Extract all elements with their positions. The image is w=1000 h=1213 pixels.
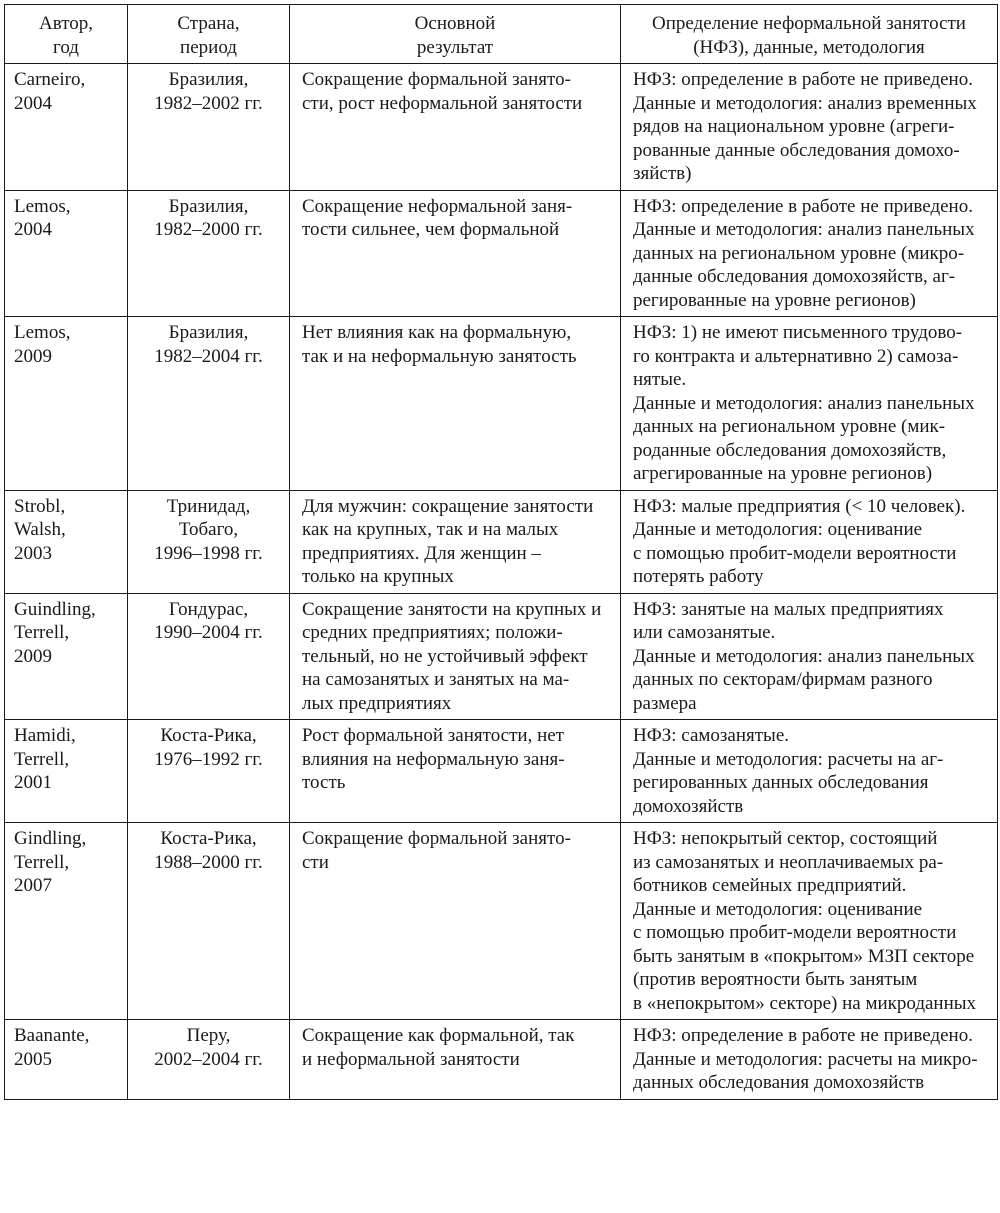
- cell-country: [128, 317, 290, 491]
- text-line: лых предприятиях: [302, 692, 452, 714]
- cell-author: [5, 64, 128, 191]
- text-line: Сокращение формальной занято-: [302, 828, 571, 849]
- text-line: Коста-Рика,: [160, 828, 257, 849]
- text-line: Baanante,: [14, 1025, 90, 1046]
- text-line: 1988–2000 гг.: [154, 851, 263, 873]
- cell-result: [290, 1020, 621, 1100]
- text-line: 2002–2004 гг.: [154, 1048, 263, 1070]
- text-line: Данные и методология: анализ панельных: [633, 645, 975, 667]
- text-line: Strobl,: [14, 495, 66, 517]
- cell-country: [128, 720, 290, 823]
- text-line: Данные и методология: анализ временных: [633, 92, 977, 114]
- cell-result: [290, 190, 621, 317]
- header-definition: Определение неформальной занятости (НФЗ), данные, методология: [621, 5, 998, 64]
- text-line: (против вероятности быть занятым: [633, 969, 918, 990]
- text-line: потерять работу: [633, 566, 764, 587]
- text-line: НФЗ: малые предприятия (< 10 человек).: [633, 495, 966, 517]
- text-line: Гондурас,: [168, 598, 249, 620]
- text-line: домохозяйств: [633, 795, 744, 817]
- text-line: Lemos,: [14, 195, 71, 217]
- text-line: данные обследования домохозяйств, аг-: [633, 266, 956, 287]
- cell-author: [5, 190, 128, 317]
- text-line: 2009: [14, 345, 52, 367]
- text-line: Рост формальной занятости, нет: [302, 725, 564, 746]
- text-line: Carneiro,: [14, 69, 86, 90]
- text-line: 1990–2004 гг.: [154, 622, 263, 643]
- text-line: Сокращение занятости на крупных и: [302, 598, 602, 620]
- cell-author: [5, 720, 128, 823]
- text-line: данных на региональном уровне (микро-: [633, 242, 965, 264]
- text-line: Данные и методология: оценивание: [633, 898, 923, 920]
- text-line: НФЗ: занятые на малых предприятиях: [633, 598, 944, 620]
- header-row: [5, 5, 998, 64]
- text-line: НФЗ: определение в работе не приведено.: [633, 1025, 973, 1046]
- text-line: регированных данных обследования: [633, 772, 929, 793]
- text-line: ботников семейных предприятий.: [633, 875, 907, 896]
- header-country: Страна, период: [128, 5, 290, 64]
- text-line: 2007: [14, 875, 52, 896]
- cell-author: [5, 593, 128, 720]
- text-line: 2004: [14, 92, 52, 114]
- cell-definition: [621, 190, 998, 317]
- text-line: с помощью пробит-модели вероятности: [633, 922, 957, 943]
- table-row: [5, 190, 998, 317]
- text-line: зяйств): [633, 163, 692, 184]
- text-line: 1982–2002 гг.: [154, 92, 263, 114]
- text-line: Terrell,: [14, 851, 70, 873]
- text-line: НФЗ: 1) не имеют письменного трудово-: [633, 322, 963, 343]
- text-line: на самозанятых и занятых на ма-: [302, 669, 570, 690]
- text-line: НФЗ: определение в работе не приведено.: [633, 69, 973, 90]
- text-line: Terrell,: [14, 748, 70, 770]
- text-line: Для мужчин: сокращение занятости: [302, 495, 594, 517]
- text-line: Сокращение как формальной, так: [302, 1025, 575, 1046]
- text-line: предприятиях. Для женщин –: [302, 542, 541, 564]
- cell-result: [290, 317, 621, 491]
- text-line: только на крупных: [302, 566, 454, 587]
- table-row: [5, 1020, 998, 1100]
- text-line: 2005: [14, 1048, 52, 1070]
- cell-author: [5, 1020, 128, 1100]
- text-line: Данные и методология: анализ панельных: [633, 219, 975, 240]
- text-line: Бразилия,: [168, 69, 249, 90]
- text-line: из самозанятых и неоплачиваемых ра-: [633, 851, 944, 873]
- text-line: или самозанятые.: [633, 622, 776, 643]
- text-line: го контракта и альтернативно 2) самоза-: [633, 345, 959, 367]
- text-line: Walsh,: [14, 519, 66, 540]
- text-line: Бразилия,: [168, 322, 249, 343]
- text-line: 2001: [14, 772, 52, 793]
- text-line: 2009: [14, 645, 52, 667]
- table-row: [5, 720, 998, 823]
- cell-country: [128, 823, 290, 1020]
- text-line: Guindling,: [14, 598, 96, 620]
- text-line: Данные и методология: оценивание: [633, 519, 923, 540]
- text-line: 2004: [14, 219, 52, 240]
- cell-country: [128, 64, 290, 191]
- text-line: с помощью пробит-модели вероятности: [633, 542, 957, 564]
- text-line: тость: [302, 772, 346, 793]
- cell-definition: [621, 823, 998, 1020]
- text-line: роданные обследования домохозяйств,: [633, 439, 947, 461]
- text-line: тости сильнее, чем формальной: [302, 219, 560, 240]
- cell-author: [5, 823, 128, 1020]
- text-line: 1982–2000 гг.: [154, 219, 263, 240]
- text-line: Бразилия,: [168, 195, 249, 217]
- text-line: Перу,: [186, 1025, 231, 1046]
- cell-author: [5, 317, 128, 491]
- cell-definition: [621, 1020, 998, 1100]
- cell-country: [128, 1020, 290, 1100]
- text-line: Данные и методология: расчеты на микро-: [633, 1048, 978, 1070]
- text-line: рованные данные обследования домохо-: [633, 139, 960, 161]
- text-line: Данные и методология: анализ панельных: [633, 392, 975, 414]
- text-line: сти, рост неформальной занятости: [302, 92, 583, 114]
- cell-author: [5, 490, 128, 593]
- cell-result: [290, 64, 621, 191]
- table-row: [5, 64, 998, 191]
- text-line: средних предприятиях; положи-: [302, 622, 563, 643]
- cell-result: [290, 490, 621, 593]
- cell-result: [290, 823, 621, 1020]
- text-line: быть занятым в «покрытом» МЗП секторе: [633, 945, 975, 967]
- text-line: Сокращение неформальной заня-: [302, 195, 573, 217]
- text-line: Terrell,: [14, 622, 70, 643]
- text-line: влияния на неформальную заня-: [302, 748, 565, 770]
- text-line: Нет влияния как на формальную,: [302, 322, 572, 343]
- text-line: данных по секторам/фирмам разного: [633, 669, 933, 690]
- text-line: так и на неформальную занятость: [302, 345, 577, 367]
- cell-definition: [621, 64, 998, 191]
- text-line: Тобаго,: [178, 519, 239, 540]
- text-line: сти: [302, 851, 329, 873]
- header-author: Автор, год: [5, 5, 128, 64]
- text-line: данных на региональном уровне (мик-: [633, 416, 946, 437]
- text-line: НФЗ: непокрытый сектор, состоящий: [633, 828, 938, 849]
- table-row: [5, 490, 998, 593]
- cell-definition: [621, 593, 998, 720]
- text-line: регированные на уровне регионов): [633, 289, 916, 311]
- text-line: данных обследования домохозяйств: [633, 1072, 925, 1093]
- text-line: Lemos,: [14, 322, 71, 343]
- text-line: агрегированные на уровне регионов): [633, 463, 933, 484]
- text-line: нятые.: [633, 369, 687, 390]
- text-line: 2003: [14, 542, 52, 564]
- text-line: 1982–2004 гг.: [154, 345, 263, 367]
- text-line: Данные и методология: расчеты на аг-: [633, 748, 944, 770]
- cell-result: [290, 593, 621, 720]
- table-row: [5, 823, 998, 1020]
- header-result: Основной результат: [290, 5, 621, 64]
- literature-review-table: [4, 4, 998, 1100]
- text-line: в «непокрытом» секторе) на микроданных: [633, 992, 977, 1014]
- cell-definition: [621, 317, 998, 491]
- text-line: Тринидад,: [166, 495, 251, 517]
- text-line: размера: [633, 692, 697, 714]
- text-line: НФЗ: самозанятые.: [633, 725, 789, 746]
- text-line: Коста-Рика,: [160, 725, 257, 746]
- text-line: 1996–1998 гг.: [154, 542, 263, 564]
- cell-definition: [621, 720, 998, 823]
- cell-definition: [621, 490, 998, 593]
- text-line: и неформальной занятости: [302, 1048, 520, 1070]
- text-line: НФЗ: определение в работе не приведено.: [633, 195, 973, 217]
- table-row: [5, 593, 998, 720]
- table-row: [5, 317, 998, 491]
- cell-country: [128, 593, 290, 720]
- text-line: тельный, но не устойчивый эффект: [302, 645, 588, 667]
- cell-country: [128, 190, 290, 317]
- text-line: рядов на национальном уровне (агреги-: [633, 116, 955, 137]
- text-line: как на крупных, так и на малых: [302, 519, 559, 540]
- cell-country: [128, 490, 290, 593]
- text-line: Gindling,: [14, 828, 87, 849]
- text-line: Сокращение формальной занято-: [302, 69, 571, 90]
- cell-result: [290, 720, 621, 823]
- text-line: 1976–1992 гг.: [154, 748, 263, 770]
- text-line: Hamidi,: [14, 725, 76, 746]
